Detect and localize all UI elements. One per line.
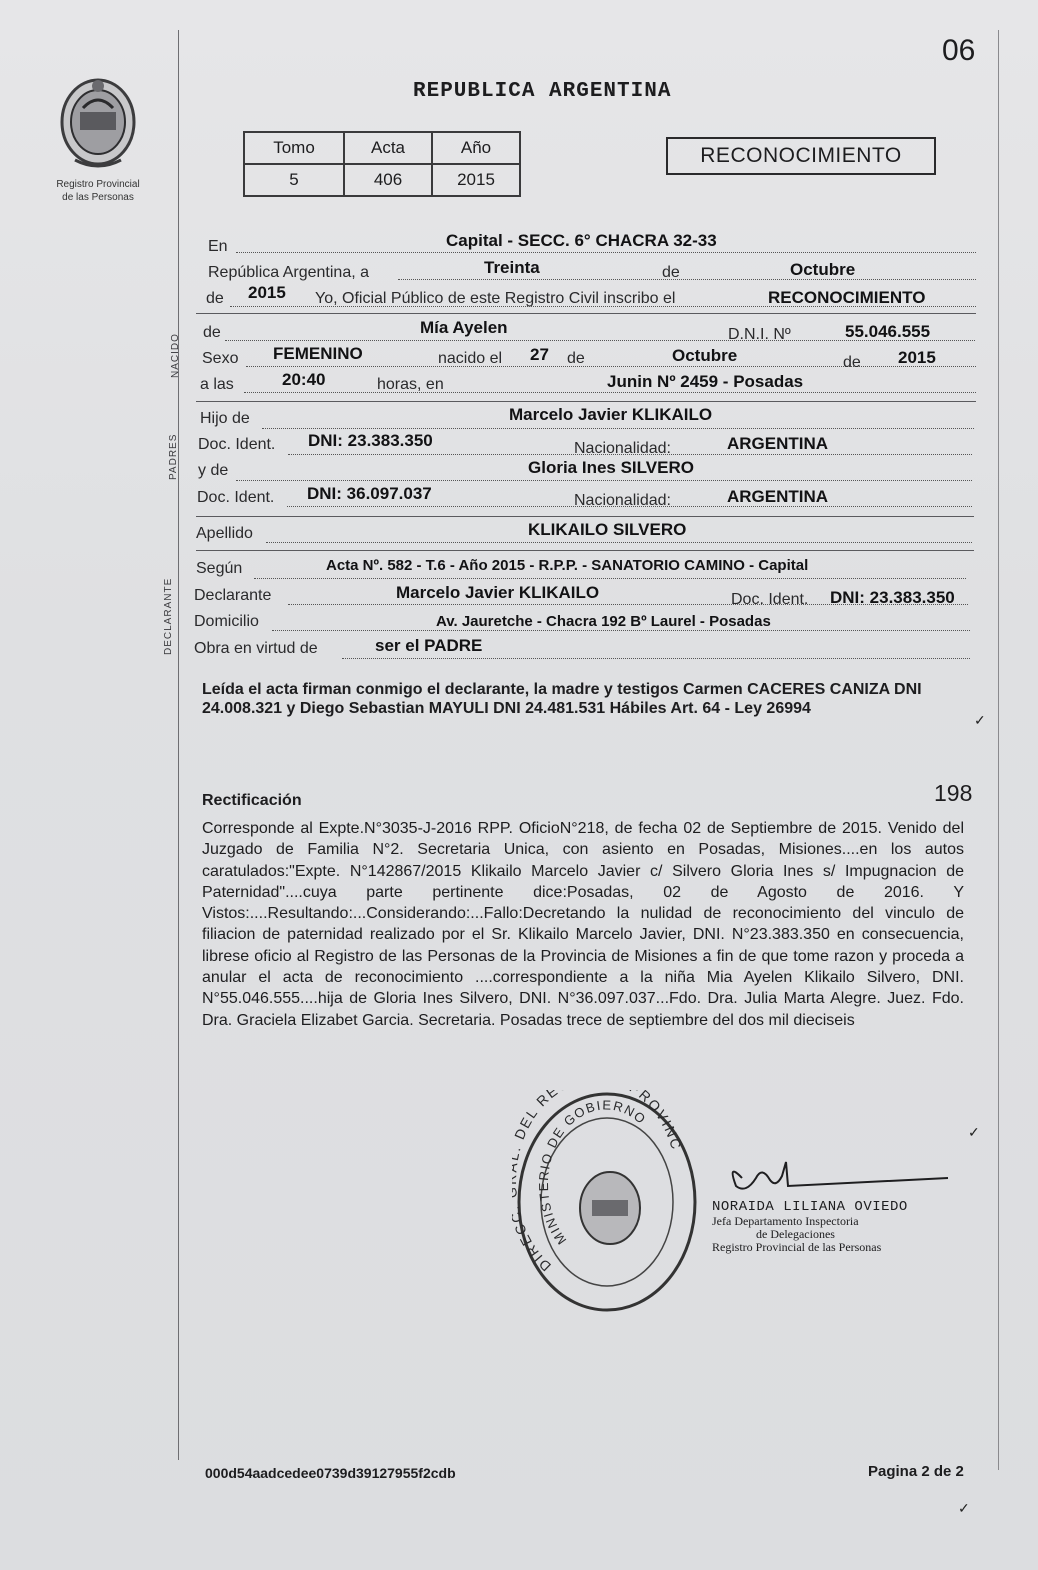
child-dni-value: 55.046.555 xyxy=(845,322,931,341)
year-value: 2015 xyxy=(248,283,286,302)
stamp-outer-text: DIREC DEL RE ROVINC xyxy=(512,1090,686,1275)
province-seal-icon xyxy=(53,72,143,172)
signature-scribble-icon xyxy=(712,1158,952,1194)
label-horas-en: horas, en xyxy=(377,376,444,393)
label-en: En xyxy=(208,238,228,255)
country-title: REPUBLICA ARGENTINA xyxy=(413,80,672,103)
label-nacido-el: nacido el xyxy=(438,350,503,367)
registry-logo xyxy=(38,72,158,203)
document-hash: 000d54aadcedee0739d39127955f2cdb xyxy=(205,1465,456,1481)
act-type-value: RECONOCIMIENTO xyxy=(768,288,926,307)
label-republica: República Argentina, a xyxy=(208,264,369,281)
label-dni: D.N.I. Nº xyxy=(728,326,791,343)
birth-month-value: Octubre xyxy=(672,346,738,365)
mother-doc-value: DNI: 36.097.037 xyxy=(307,484,432,503)
label-y-de: y de xyxy=(198,462,229,479)
label-a-las: a las xyxy=(200,376,234,393)
dotted-line xyxy=(236,480,972,481)
month-value: Octubre xyxy=(790,260,856,279)
section-rule xyxy=(196,516,974,517)
mother-nationality-value: ARGENTINA xyxy=(727,487,829,506)
label-yo-oficial: Yo, Oficial Público de este Registro Civil inscribo el xyxy=(315,290,676,307)
page-indicator: Pagina 2 de 2 xyxy=(868,1463,964,1480)
check-mark-icon: ✓ xyxy=(968,1124,980,1140)
section-rule xyxy=(196,550,974,551)
place-value: Capital - SECC. 6° CHACRA 32-33 xyxy=(446,231,717,250)
page-number: 06 xyxy=(942,34,976,67)
check-mark-icon: ✓ xyxy=(974,712,986,728)
birth-time-value: 20:40 xyxy=(282,370,326,389)
label-de-birth-year: de xyxy=(843,354,861,371)
label-declarante: Declarante xyxy=(194,587,272,604)
declarant-doc-value: DNI: 23.383.350 xyxy=(830,588,955,607)
declarant-address-value: Av. Jauretche - Chacra 192 Bº Laurel - Posadas xyxy=(436,613,771,630)
birth-day-value: 27 xyxy=(530,345,549,364)
acts-as-value: ser el PADRE xyxy=(375,636,483,655)
label-nacionalidad-father: Nacionalidad: xyxy=(574,440,671,457)
father-nationality-value: ARGENTINA xyxy=(727,434,829,453)
rectification-heading: Rectificación xyxy=(202,792,302,809)
label-apellido: Apellido xyxy=(196,525,253,542)
right-margin-line xyxy=(998,30,999,1470)
header-tomo: Tomo xyxy=(244,132,344,164)
dotted-line xyxy=(244,392,976,393)
record-table xyxy=(243,131,521,197)
sex-value: FEMENINO xyxy=(273,344,363,363)
rectification-text: Corresponde al Expte.N°3035-J-2016 RPP. OficioN°218, de fecha 02 de Septiembre de 2015. Venido del Juzgado de Familia N°2. Secretaria Unica, con asiento en Posadas, Misiones....en los autos caratulados:"Expte. N°142867/2015 Klikailo Marcelo Javier c/ Silvero Gloria Ines s/ Impugnacion de Paternidad"....cuya parte pertinente dice:Posadas, 02 de Agosto de 2016. Y Vistos:....Resultando:...Considerando:...Fallo:Decretando la nulidad de reconocimiento del vinculo de filiacion de paternidad realizado por el Sr. Klikailo Marcelo Javier, DNI. N°23.383.350 en consecuencia, librese oficio al Registro de las Personas de la Provincia de Misiones a fin de que tome razon y proceda a anular el acta de reconocimiento ....correspondiente a la niña Mia Ayelen Klikailo Silvero, DNI. N°55.046.555....hija de Gloria Ines Silvero, DNI. N°36.097.037...Fdo. Dra. Julia Marta Alegre. Juez. Fdo. Dra. Graciela Elizabet Garcia. Secretaria. Posadas trece de septiembre del dos mil dieciseis xyxy=(202,820,964,1029)
dotted-line xyxy=(246,366,976,367)
according-to-value: Acta Nº. 582 - T.6 - Año 2015 - R.P.P. - SANATORIO CAMINO - Capital xyxy=(326,557,809,574)
stamp-inner-text: MINISTERIO DE GOBIERNO xyxy=(535,1097,650,1248)
section-rule xyxy=(196,401,976,402)
father-name-value: Marcelo Javier KLIKAILO xyxy=(509,405,713,424)
signer-name: NORAIDA LILIANA OVIEDO xyxy=(712,1199,908,1215)
signer-title-2: de Delegaciones xyxy=(756,1227,835,1241)
label-doc-ident-father: Doc. Ident. xyxy=(198,436,276,453)
check-mark-icon: ✓ xyxy=(958,1500,970,1516)
dotted-line xyxy=(272,630,970,631)
dotted-line xyxy=(266,542,972,543)
surname-value: KLIKAILO SILVERO xyxy=(528,520,687,539)
label-doc-ident-declarant: Doc. Ident. xyxy=(731,591,809,608)
left-margin-line xyxy=(178,30,179,1460)
dotted-line xyxy=(342,658,970,659)
stamp-seal-icon xyxy=(512,1090,702,1315)
label-de-name: de xyxy=(203,324,221,341)
value-anio: 2015 xyxy=(432,164,520,196)
day-value: Treinta xyxy=(484,258,540,277)
label-de-year: de xyxy=(206,290,224,307)
dotted-line xyxy=(398,279,976,280)
dotted-line xyxy=(262,428,974,429)
rectification-number: 198 xyxy=(934,780,973,806)
label-doc-ident-mother: Doc. Ident. xyxy=(197,489,275,506)
label-domicilio: Domicilio xyxy=(194,613,259,630)
closing-paragraph: Leída el acta firman conmigo el declarante, la madre y testigos Carmen CACERES CANIZA DNI 24.008.321 y Diego Sebastian MAYULI DNI 24.481.531 Hábiles Art. 64 - Ley 26994 xyxy=(202,681,922,717)
label-hijo-de: Hijo de xyxy=(200,410,250,427)
registry-caption-1: Registro Provincial xyxy=(56,179,140,190)
child-name-value: Mía Ayelen xyxy=(420,318,508,337)
label-nacionalidad-mother: Nacionalidad: xyxy=(574,492,671,509)
value-acta: 406 xyxy=(344,164,432,196)
header-acta: Acta xyxy=(344,132,432,164)
section-rule xyxy=(196,313,976,314)
record-type-box: RECONOCIMIENTO xyxy=(666,137,936,175)
father-doc-value: DNI: 23.383.350 xyxy=(308,431,433,450)
value-tomo: 5 xyxy=(244,164,344,196)
signer-title-1: Jefa Departamento Inspectoria xyxy=(712,1214,859,1228)
label-obra-en-virtud: Obra en virtud de xyxy=(194,640,318,657)
side-label-padres: PADRES xyxy=(168,433,179,480)
mother-name-value: Gloria Ines SILVERO xyxy=(528,458,694,477)
side-label-declarante: DECLARANTE xyxy=(163,577,174,655)
birth-place-value: Junin Nº 2459 - Posadas xyxy=(607,372,804,391)
label-segun: Según xyxy=(196,560,243,577)
label-de-birth-month: de xyxy=(567,350,585,367)
label-sexo: Sexo xyxy=(202,350,239,367)
official-stamp xyxy=(512,1090,702,1320)
birth-year-value: 2015 xyxy=(898,348,936,367)
dotted-line xyxy=(236,252,976,253)
header-anio: Año xyxy=(432,132,520,164)
dotted-line xyxy=(254,578,966,579)
side-label-nacido: NACIDO xyxy=(170,333,181,378)
signer-title-3: Registro Provincial de las Personas xyxy=(712,1240,882,1254)
signature-block xyxy=(712,1158,952,1254)
label-de-month: de xyxy=(662,264,680,281)
declarant-name-value: Marcelo Javier KLIKAILO xyxy=(396,583,600,602)
registry-caption-2: de las Personas xyxy=(62,192,134,203)
